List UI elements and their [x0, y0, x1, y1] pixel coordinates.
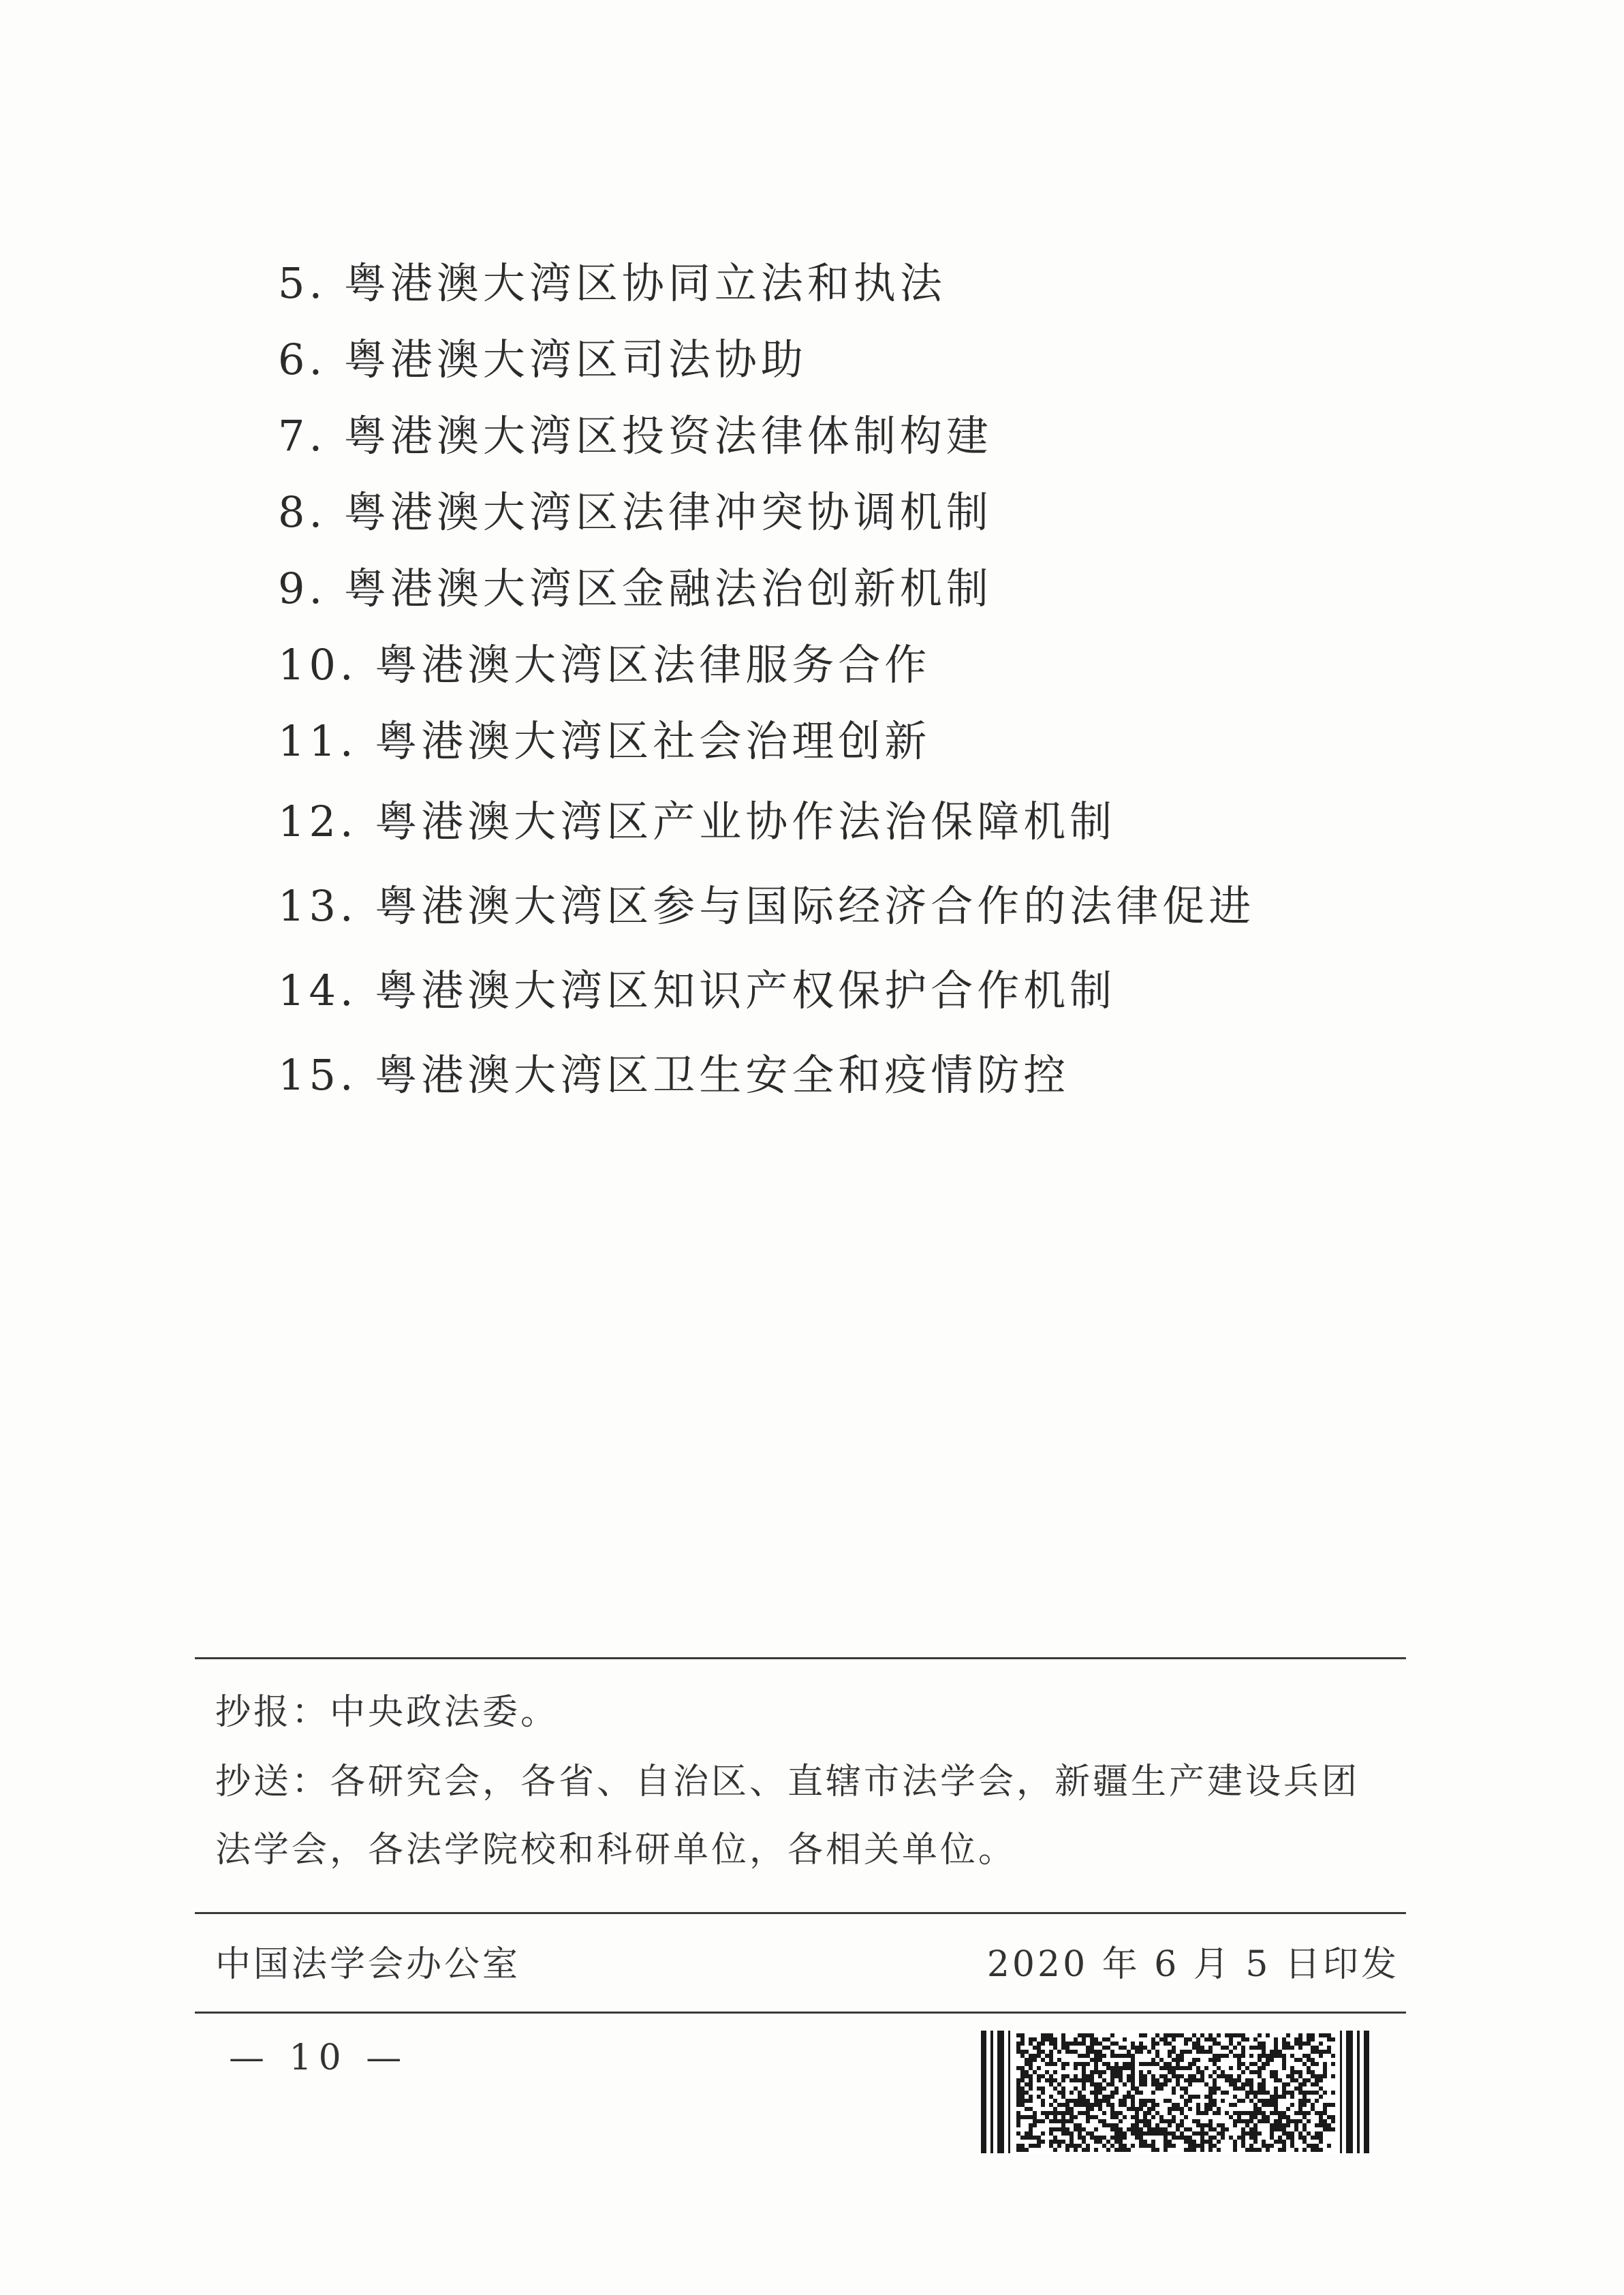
topic-item: 10. 粤港澳大湾区法律服务合作 — [278, 640, 931, 690]
research-topic-list — [278, 245, 1255, 1118]
topic-item: 7. 粤港澳大湾区投资法律体制构建 — [278, 411, 993, 461]
distribution-bottom-rule — [195, 1912, 1406, 1914]
topic-item: 6. 粤港澳大湾区司法协助 — [278, 335, 807, 384]
document-barcode — [981, 2031, 1369, 2153]
topic-item: 11. 粤港澳大湾区社会治理创新 — [278, 716, 931, 766]
report-to-line: 抄报：中央政法委。 — [215, 1692, 559, 1733]
topic-item: 5. 粤港澳大湾区协同立法和执法 — [278, 258, 946, 308]
topic-item: 9. 粤港澳大湾区金融法治创新机制 — [278, 564, 993, 613]
copy-to-line: 抄送：各研究会，各省、自治区、直辖市法学会，新疆生产建设兵团 — [215, 1761, 1360, 1802]
topic-item: 12. 粤港澳大湾区产业协作法治保障机制 — [278, 797, 1116, 846]
topic-item: 13. 粤港澳大湾区参与国际经济合作的法律促进 — [278, 881, 1255, 931]
issuing-office: 中国法学会办公室 — [215, 1944, 521, 1985]
page-number: — 10 — — [229, 2037, 409, 2078]
distribution-top-rule — [195, 1657, 1406, 1659]
topic-item: 15. 粤港澳大湾区卫生安全和疫情防控 — [278, 1050, 1070, 1100]
topic-item: 8. 粤港澳大湾区法律冲突协调机制 — [278, 487, 993, 537]
issue-date: 2020 年 6 月 5 日印发 — [986, 1944, 1399, 1985]
footer-rule — [195, 2012, 1406, 2014]
topic-item: 14. 粤港澳大湾区知识产权保护合作机制 — [278, 966, 1116, 1015]
copy-to-line-continued: 法学会，各法学院校和科研单位，各相关单位。 — [215, 1830, 1017, 1870]
